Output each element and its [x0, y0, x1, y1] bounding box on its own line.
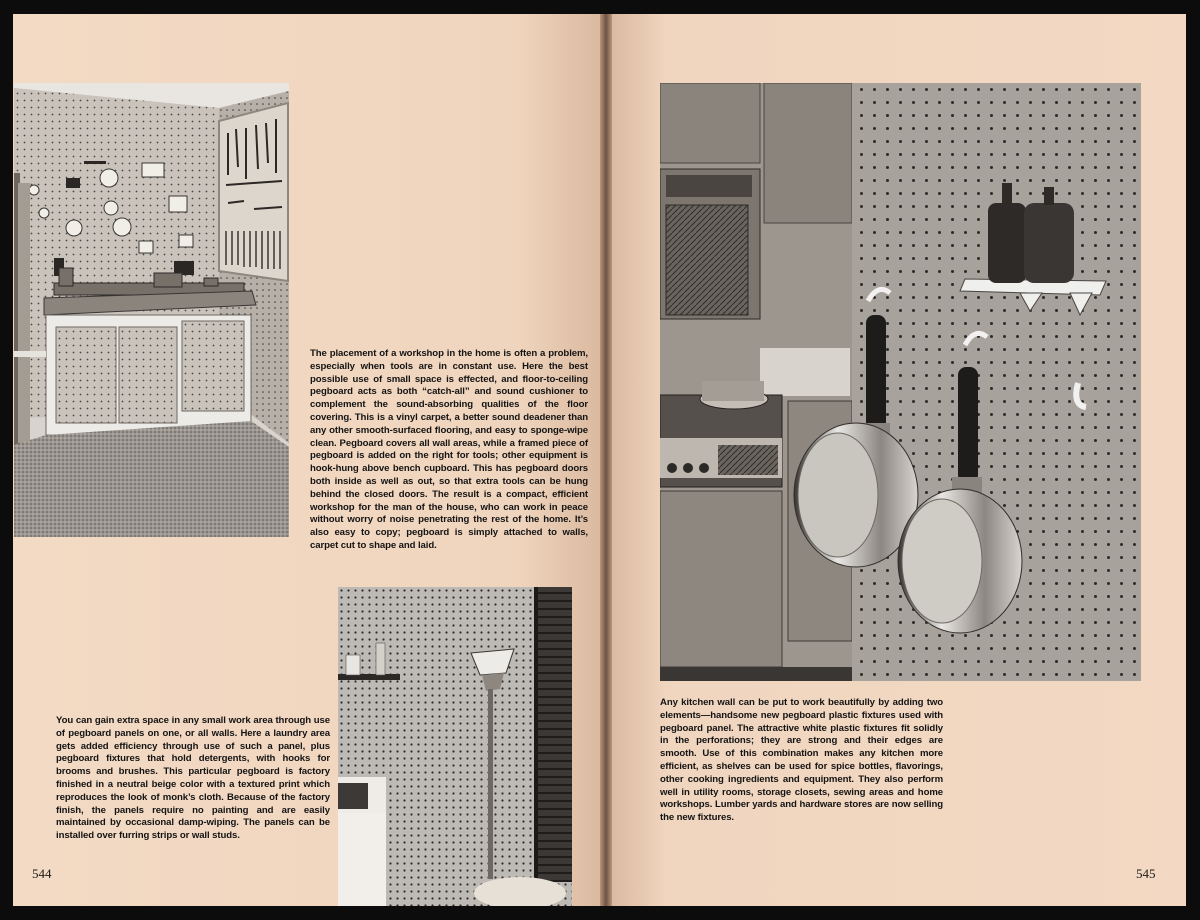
- page-number-left: 544: [32, 866, 52, 881]
- kitchen-photo: [660, 83, 1141, 681]
- page-number-right: 545: [1136, 866, 1156, 881]
- workshop-caption: The placement of a workshop in the home is often a problem, especially when tools are in constant use. Here the best possible use of small space is effected, and floor-to-ceiling pegboard acts as both “catch-all” and sound cushioner to complement the sound-absorbing qualities of the floor covering. This is a vinyl carpet, a better sound deadener than any other smooth-surfaced flooring, and easy to sponge-wipe clean. Pegboard covers all wall areas, while a framed piece of pegboard is added on the right for tools; other equipment is hook-hung above bench cupboard. This has pegboard doors both inside as well as out, so that extra tools can be hung behind the closed doors. The result is a compact, efficient workshop for the man of the house, who can work in peace without worry of noise penetrating the rest of the home. It’s also easy to copy; pegboard is simply attached to walls, carpet cut to shape and laid.: [310, 348, 588, 551]
- laundry-caption: You can gain extra space in any small work area through use of pegboard panels on one, or all walls. Here a laundry area gets added efficiency through use of such a panel, plus pegboard fixtures that hold detergents, with hooks for brooms and brushes. This particular pegboard is factory finished in a neutral beige color with a textured print which reproduces the look of monk’s cloth. Because of the factory finish, the panels require no painting and are easily maintained by occasional damp-wiping. The panels can be installed over furring strips or wall studs.: [56, 715, 330, 842]
- kitchen-caption: Any kitchen wall can be put to work beautifully by adding two elements—handsome new pegboard plastic fixtures used with pegboard panel. The attractive white plastic fixtures fit solidly in the perforations; they are strong and their edges are smooth. Use of this combination makes any kitchen more efficient, as shelves can be used for spice bottles, flavorings, other cooking ingredients and equipment. They also perform well in utility rooms, storage closets, sewing areas and home workshops. Lumber yards and hardware stores are now selling the new fixtures.: [660, 697, 943, 824]
- laundry-photo: [338, 587, 572, 906]
- workshop-photo: [14, 83, 289, 537]
- book-gutter: [600, 14, 612, 906]
